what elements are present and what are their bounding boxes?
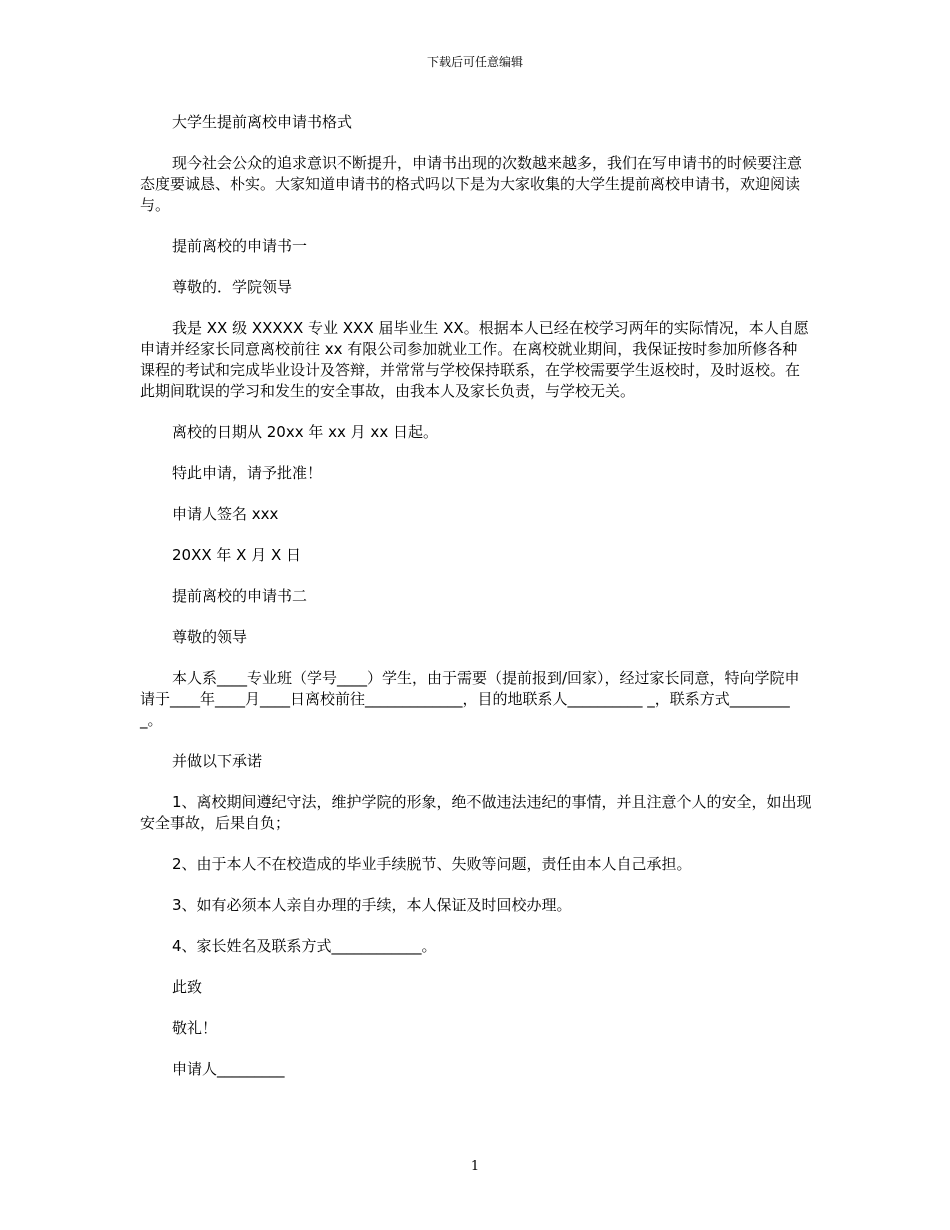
- body-paragraph-one: 我是 XX 级 XXXXX 专业 XXX 届毕业生 XX。根据本人已经在校学习两年的实际情况，本人自愿申请并经家长同意离校前往 xx 有限公司参加就业工作。在离校就业期间，我保证按时参加所修各种课程的考试和完成毕业设计及答辩，并常常与学校保持联系，在学校需要学生返校时，及时返校。在此期间耽误的学习和发生的安全事故，由我本人及家长负责，与学校无关。: [140, 319, 809, 400]
- document-title: 大学生提前离校申请书格式: [172, 113, 353, 131]
- date-line: 20XX 年 X 月 X 日: [172, 546, 302, 564]
- request-approval-line: 特此申请，请予批准！: [172, 464, 323, 482]
- commitment-heading: 并做以下承诺: [172, 752, 263, 770]
- regards-line: 敬礼！: [172, 1019, 218, 1037]
- closing-line: 此致: [172, 978, 203, 996]
- commitment-item-1: 1、离校期间遵纪守法，维护学院的形象，绝不做违法违纪的事情，并且注意个人的安全，如出现安全事故，后果自负；: [140, 793, 812, 832]
- intro-paragraph: 现今社会公众的追求意识不断提升，申请书出现的次数越来越多，我们在写申请书的时候要注意态度要诚恳、朴实。大家知道申请书的格式吗以下是为大家收集的大学生提前离校申请书，欢迎阅读与。: [140, 154, 803, 214]
- page-number: 1: [470, 1159, 480, 1174]
- salutation-two: 尊敬的领导: [172, 628, 248, 646]
- body-paragraph-two: 本人系____专业班（学号____）学生，由于需要（提前报到/回家），经过家长同意，特向学院申请于____年____月____日离校前往_____________，目的地联系人__________ _，联系方式_________。: [140, 669, 800, 729]
- commitment-item-3: 3、如有必须本人亲自办理的手续，本人保证及时回校办理。: [172, 896, 572, 914]
- commitment-item-2: 2、由于本人不在校造成的毕业手续脱节、失败等问题，责任由本人自己承担。: [172, 855, 692, 873]
- section-heading-two: 提前离校的申请书二: [172, 587, 308, 605]
- leave-date-paragraph: 离校的日期从 20xx 年 xx 月 xx 日起。: [172, 423, 438, 441]
- page-header: 下载后可任意编辑: [426, 55, 523, 69]
- applicant-signature-line: 申请人签名 xxx: [172, 505, 279, 523]
- salutation-one: 尊敬的．学院领导: [172, 278, 293, 296]
- section-heading-one: 提前离校的申请书一: [172, 237, 308, 255]
- commitment-item-4: 4、家长姓名及联系方式____________。: [172, 937, 437, 955]
- document-body: [140, 112, 812, 1100]
- applicant-line: 申请人_________: [172, 1060, 285, 1078]
